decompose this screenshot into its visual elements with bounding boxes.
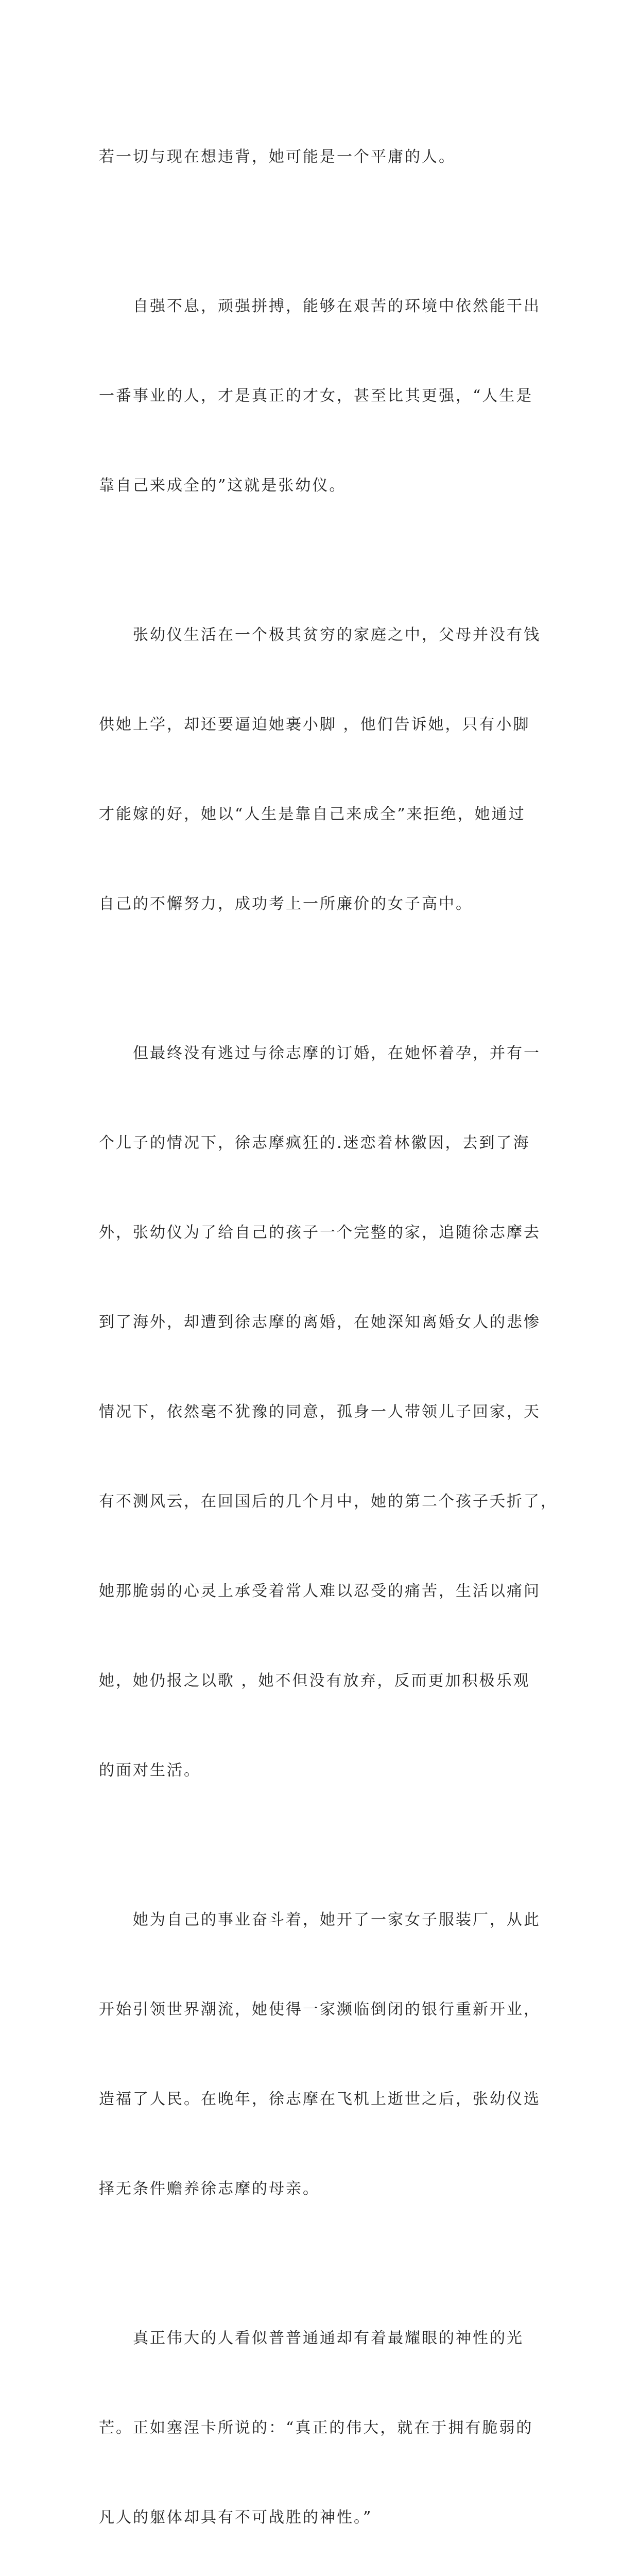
text-line: 她那脆弱的心灵上承受着常人难以忍受的痛苦，生活以痛问 [99, 1582, 541, 1600]
text-line: 到了海外，却遭到徐志摩的离婚，在她深知离婚女人的悲惨 [99, 1313, 541, 1331]
paragraph-5 [99, 1845, 542, 2264]
paragraph-3 [99, 561, 542, 979]
text-line: 供她上学，却还要逼迫她裹小脚 ，他们告诉她，只有小脚 [99, 716, 530, 734]
text-line: 芒。正如塞涅卡所说的：“真正的伟大，就在于拥有脆弱的 [99, 2419, 533, 2437]
paragraph-1 [99, 82, 542, 232]
document-body [99, 82, 558, 2576]
text-line: 的面对生活。 [99, 1761, 201, 1780]
text-line: 自强不息，顽强拼搏，能够在艰苦的环境中依然能干出 [99, 297, 541, 315]
text-line: 张幼仪生活在一个极其贫穷的家庭之中，父母并没有钱 [99, 626, 541, 644]
text-line: 外，张幼仪为了给自己的孩子一个完整的家，追随徐志摩去 [99, 1224, 541, 1242]
text-line: 个儿子的情况下，徐志摩疯狂的.迷恋着林徽因，去到了海 [99, 1134, 530, 1152]
text-line: 自己的不懈努力，成功考上一所廉价的女子高中。 [99, 895, 473, 913]
text-line: 但最终没有逃过与徐志摩的订婚，在她怀着孕，并有一 [99, 1044, 541, 1062]
text-line: 造福了人民。在晚年，徐志摩在飞机上逝世之后，张幼仪选 [99, 2090, 541, 2108]
text-line: 开始引领世界潮流，她使得一家濒临倒闭的银行重新开业， [99, 2001, 541, 2019]
paragraph-2 [99, 232, 542, 561]
text-line: 她，她仍报之以歌 ，她不但没有放弃，反而更加积极乐观 [99, 1672, 530, 1690]
paragraph-6 [99, 2264, 542, 2576]
paragraph-4 [99, 979, 558, 1845]
text-line: 若一切与现在想违背，她可能是一个平庸的人。 [99, 148, 456, 166]
text-line: 她为自己的事业奋斗着，她开了一家女子服装厂，从此 [99, 1911, 541, 1929]
text-line: 真正伟大的人看似普普通通却有着最耀眼的神性的光 [99, 2329, 524, 2347]
text-line: 一番事业的人，才是真正的才女，甚至比其更强，“人生是 [99, 387, 533, 405]
text-line: 才能嫁的好，她以“人生是靠自己来成全”来拒绝，她通过 [99, 805, 526, 823]
text-line: 凡人的躯体却具有不可战胜的神性。” [99, 2509, 373, 2527]
text-line: 择无条件赡养徐志摩的母亲。 [99, 2180, 320, 2198]
text-line: 有不测风云，在回国后的几个月中，她的第二个孩子夭折了， [99, 1493, 558, 1511]
text-line: 靠自己来成全的”这就是张幼仪。 [99, 477, 347, 495]
text-line: 情况下，依然毫不犹豫的同意，孤身一人带领儿子回家，天 [99, 1403, 541, 1421]
